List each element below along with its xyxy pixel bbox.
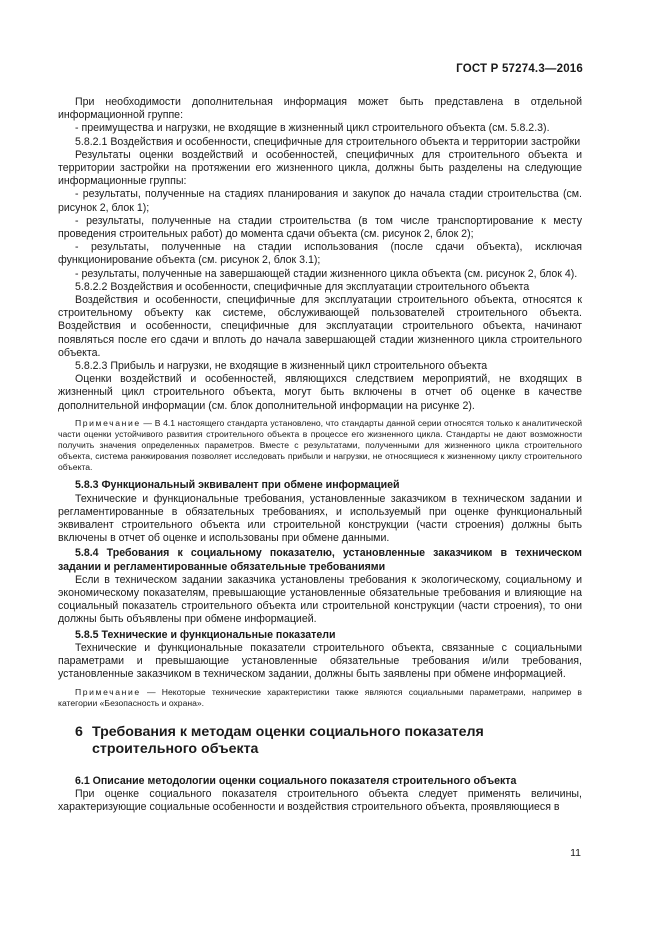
list-item: - преимущества и нагрузки, не входящие в жизненный цикл строительного объекта (см. 5.8.2.3).	[75, 122, 550, 135]
subsection-heading: 5.8.2.2 Воздействия и особенности, специфичные для эксплуатации строительного объекта	[75, 280, 530, 293]
section-heading-5-8-5: 5.8.5 Технические и функциональные показатели	[75, 628, 336, 641]
note	[58, 687, 582, 709]
section-heading-5-8-4: 5.8.4 Требования к социальному показателю, установленные заказчиком в техническом задании и регламентированные обязательные требованиями	[58, 547, 582, 573]
section-heading-6-1: 6.1 Описание методологии оценки социального показателя строительного объекта	[75, 774, 517, 787]
note-text: — В 4.1 настоящего стандарта установлено, что стандарты данной серии относятся только к аналитической части оценки устойчивого развития строительного объекта в процессе его жизненного цикла. Стандарты не дают возможности получить значения определенных параметров. Вместе с результатами, полученными для жизненного цикла строительного объекта, система ранжирования позволяет исследовать прибыли и нагрузки, не относящиеся к жизненному циклу строительного объекта.	[58, 417, 582, 473]
paragraph: Воздействия и особенности, специфичные для эксплуатации строительного объекта, относятся к строительному объекту как системе, обслуживающей пользователей строительного объекта. Воздействия и особенности, специфичные для эксплуатации строительного объекта, начинают появляться после его сдачи и вплоть до начала завершающей стадии жизненного цикла строительного объекта.	[58, 294, 582, 359]
document-header: ГОСТ Р 57274.3—2016	[456, 63, 583, 75]
paragraph: Технические и функциональные показатели строительного объекта, связанные с социальными параметрами и превышающие установленные обязательные требования и/или требования, установленные заказчиком в техническом задании, должны быть заявлены при обмене информацией.	[58, 641, 582, 681]
note-label: Примечание	[75, 687, 141, 698]
note-label: Примечание	[75, 417, 141, 428]
paragraph: Оценки воздействий и особенностей, являющихся следствием мероприятий, не входящих в жизненный цикл строительного объекта, могут быть включены в отчет об оценке в качестве дополнительной информации (см. блок дополнительной информации на рисунке 2).	[58, 373, 582, 412]
paragraph: При оценке социального показателя строительного объекта следует применять величины, характеризующие социальные особенности и воздействия строительного объекта, проявляющиеся в	[58, 787, 582, 813]
section-heading-5-8-3: 5.8.3 Функциональный эквивалент при обмене информацией	[75, 479, 400, 492]
paragraph: При необходимости дополнительная информация может быть представлена в отдельной информационной группе:	[58, 96, 582, 122]
paragraph: Результаты оценки воздействий и особенностей, специфичных для строительного объекта и территории застройки на протяжении его жизненного цикла, должны быть разделены на следующие информационные группы:	[58, 148, 582, 188]
paragraph: Если в техническом задании заказчика установлены требования к экологическому, социальному и экономическому показателям, превышающие установленные обязательные требования и влияющие на социальный показатель строительного объекта или строительной конструкции (части строения), то они должны быть объявлены при обмене информацией.	[58, 573, 582, 626]
paragraph: Технические и функциональные требования, установленные заказчиком в техническом задании и регламентированные в обязательных требованиях, и используемый при оценке функциональный эквивалент строительного объекта или строительной конструкции (части строения) должны быть включены в отчет об оценке и использованы при обмене данными.	[58, 492, 582, 545]
subsection-heading: 5.8.2.3 Прибыль и нагрузки, не входящие в жизненный цикл строительного объекта	[75, 360, 488, 373]
list-item: - результаты, полученные на завершающей стадии жизненного цикла объекта (см. рисунок 2, блок 4).	[75, 267, 578, 280]
list-item: - результаты, полученные на стадиях планирования и закупок до начала стадии строительства (см. рисунок 2, блок 1);	[58, 188, 582, 214]
subsection-heading: 5.8.2.1 Воздействия и особенности, специфичные для строительного объекта и территории застройки	[75, 135, 581, 148]
note-text: — Некоторые технические характеристики также являются социальными параметрами, например в категории «Безопасность и охрана».	[58, 687, 582, 709]
list-item: - результаты, полученные на стадии строительства (в том числе транспортирование к месту проведения строительных работ) до момента сдачи объекта (см. рисунок 2, блок 2);	[58, 214, 582, 241]
page-number: 11	[570, 847, 581, 859]
note	[58, 418, 582, 473]
list-item: - результаты, полученные на стадии использования (после сдачи объекта), исключая функционирование объекта (см. рисунок 2, блок 3.1);	[58, 241, 582, 267]
chapter-title: Требования к методам оценки социального показателя строительного объекта	[92, 723, 484, 757]
chapter-heading	[75, 724, 582, 758]
document-body	[58, 96, 582, 814]
chapter-number: 6	[75, 723, 83, 740]
